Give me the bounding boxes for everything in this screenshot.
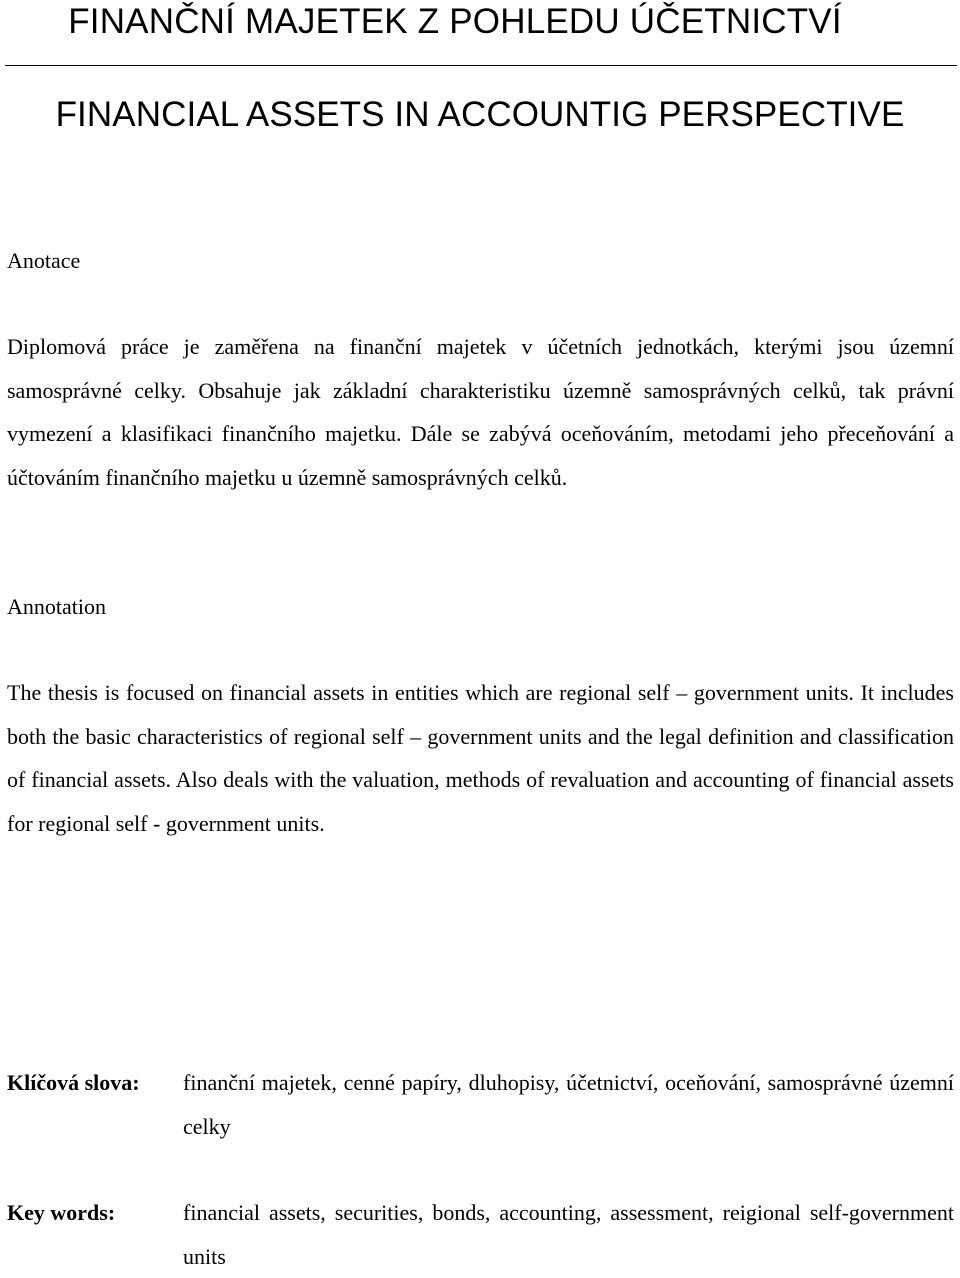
keywords-english-label: Key words: xyxy=(7,1200,116,1225)
title-czech: FINANČNÍ MAJETEK Z POHLEDU ÚČETNICTVÍ xyxy=(68,2,842,41)
annotation-heading: Annotation xyxy=(7,594,106,619)
keywords-czech-text: finanční majetek, cenné papíry, dluhopisy, účetnictví, oceňování, samosprávné územní celky xyxy=(183,1070,954,1139)
annotation-paragraph: The thesis is focused on financial assets in entities which are regional self – government units. It includes both the basic characteristics of regional self – government units and the legal definition and classification of financial assets. Also deals with the valuation, methods of revaluation and accounting of financial assets for regional self - government units. xyxy=(7,680,954,836)
title-english: FINANCIAL ASSETS IN ACCOUNTIG PERSPECTIVE xyxy=(55,95,905,134)
keywords-english-text: financial assets, securities, bonds, accounting, assessment, reigional self-government units xyxy=(183,1200,954,1269)
keywords-czech-label: Klíčová slova: xyxy=(7,1070,140,1095)
title-divider xyxy=(5,65,957,66)
anotace-paragraph: Diplomová práce je zaměřena na finanční majetek v účetních jednotkách, kterými jsou územní samosprávné celky. Obsahuje jak základní charakteristiku územně samosprávných celků, tak právní vymezení a klasifikaci finančního majetku. Dále se zabývá oceňováním, metodami jeho přeceňování a účtováním finančního majetku u územně samosprávných celků. xyxy=(7,334,954,490)
anotace-heading: Anotace xyxy=(7,248,81,273)
